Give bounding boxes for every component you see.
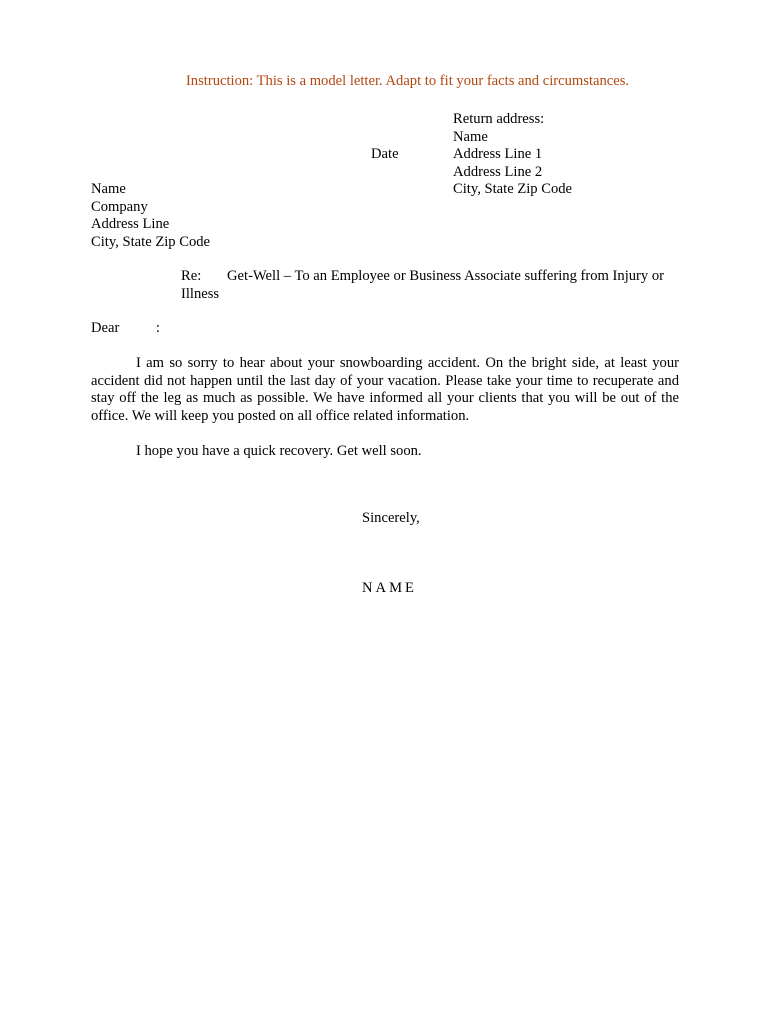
sender-address-line-1: Address Line 1 bbox=[453, 146, 543, 162]
body-paragraph-1: I am so sorry to hear about your snowboarding accident. On the bright side, at least your accident did not happen until the last day of your vacation. Please take your time to recuperate and stay off the leg as much as possible. We have informed all your clients that you will be out of the office. We will keep you posted on all office related information. bbox=[91, 355, 679, 424]
return-address-label: Return address: bbox=[453, 111, 545, 127]
letter-body bbox=[91, 355, 679, 460]
subject-text-line-2: Illness bbox=[181, 285, 220, 302]
recipient-city-state-zip: City, State Zip Code bbox=[91, 233, 211, 250]
subject-line bbox=[181, 268, 679, 303]
recipient-company: Company bbox=[91, 198, 148, 215]
date-field: Date bbox=[371, 146, 399, 162]
sender-address-line-2: Address Line 2 bbox=[453, 163, 543, 180]
instruction-note: Instruction: This is a model letter. Adapt to fit your facts and circumstances. bbox=[185, 73, 630, 89]
recipient-address-line: Address Line bbox=[91, 216, 170, 232]
subject-text-line-1: Get-Well – To an Employee or Business Associate suffering from Injury or bbox=[227, 268, 665, 284]
signature-name: NAME bbox=[362, 580, 417, 596]
sender-name: Name bbox=[453, 128, 488, 145]
recipient-address bbox=[91, 181, 210, 251]
body-paragraph-2: I hope you have a quick recovery. Get well soon. bbox=[136, 442, 422, 459]
recipient-name: Name bbox=[91, 181, 126, 197]
subject-label: Re: bbox=[181, 268, 202, 284]
sender-return-address bbox=[453, 111, 572, 199]
closing: Sincerely, bbox=[362, 510, 420, 526]
sender-city-state-zip: City, State Zip Code bbox=[453, 181, 573, 197]
salutation: Dear : bbox=[91, 320, 160, 336]
